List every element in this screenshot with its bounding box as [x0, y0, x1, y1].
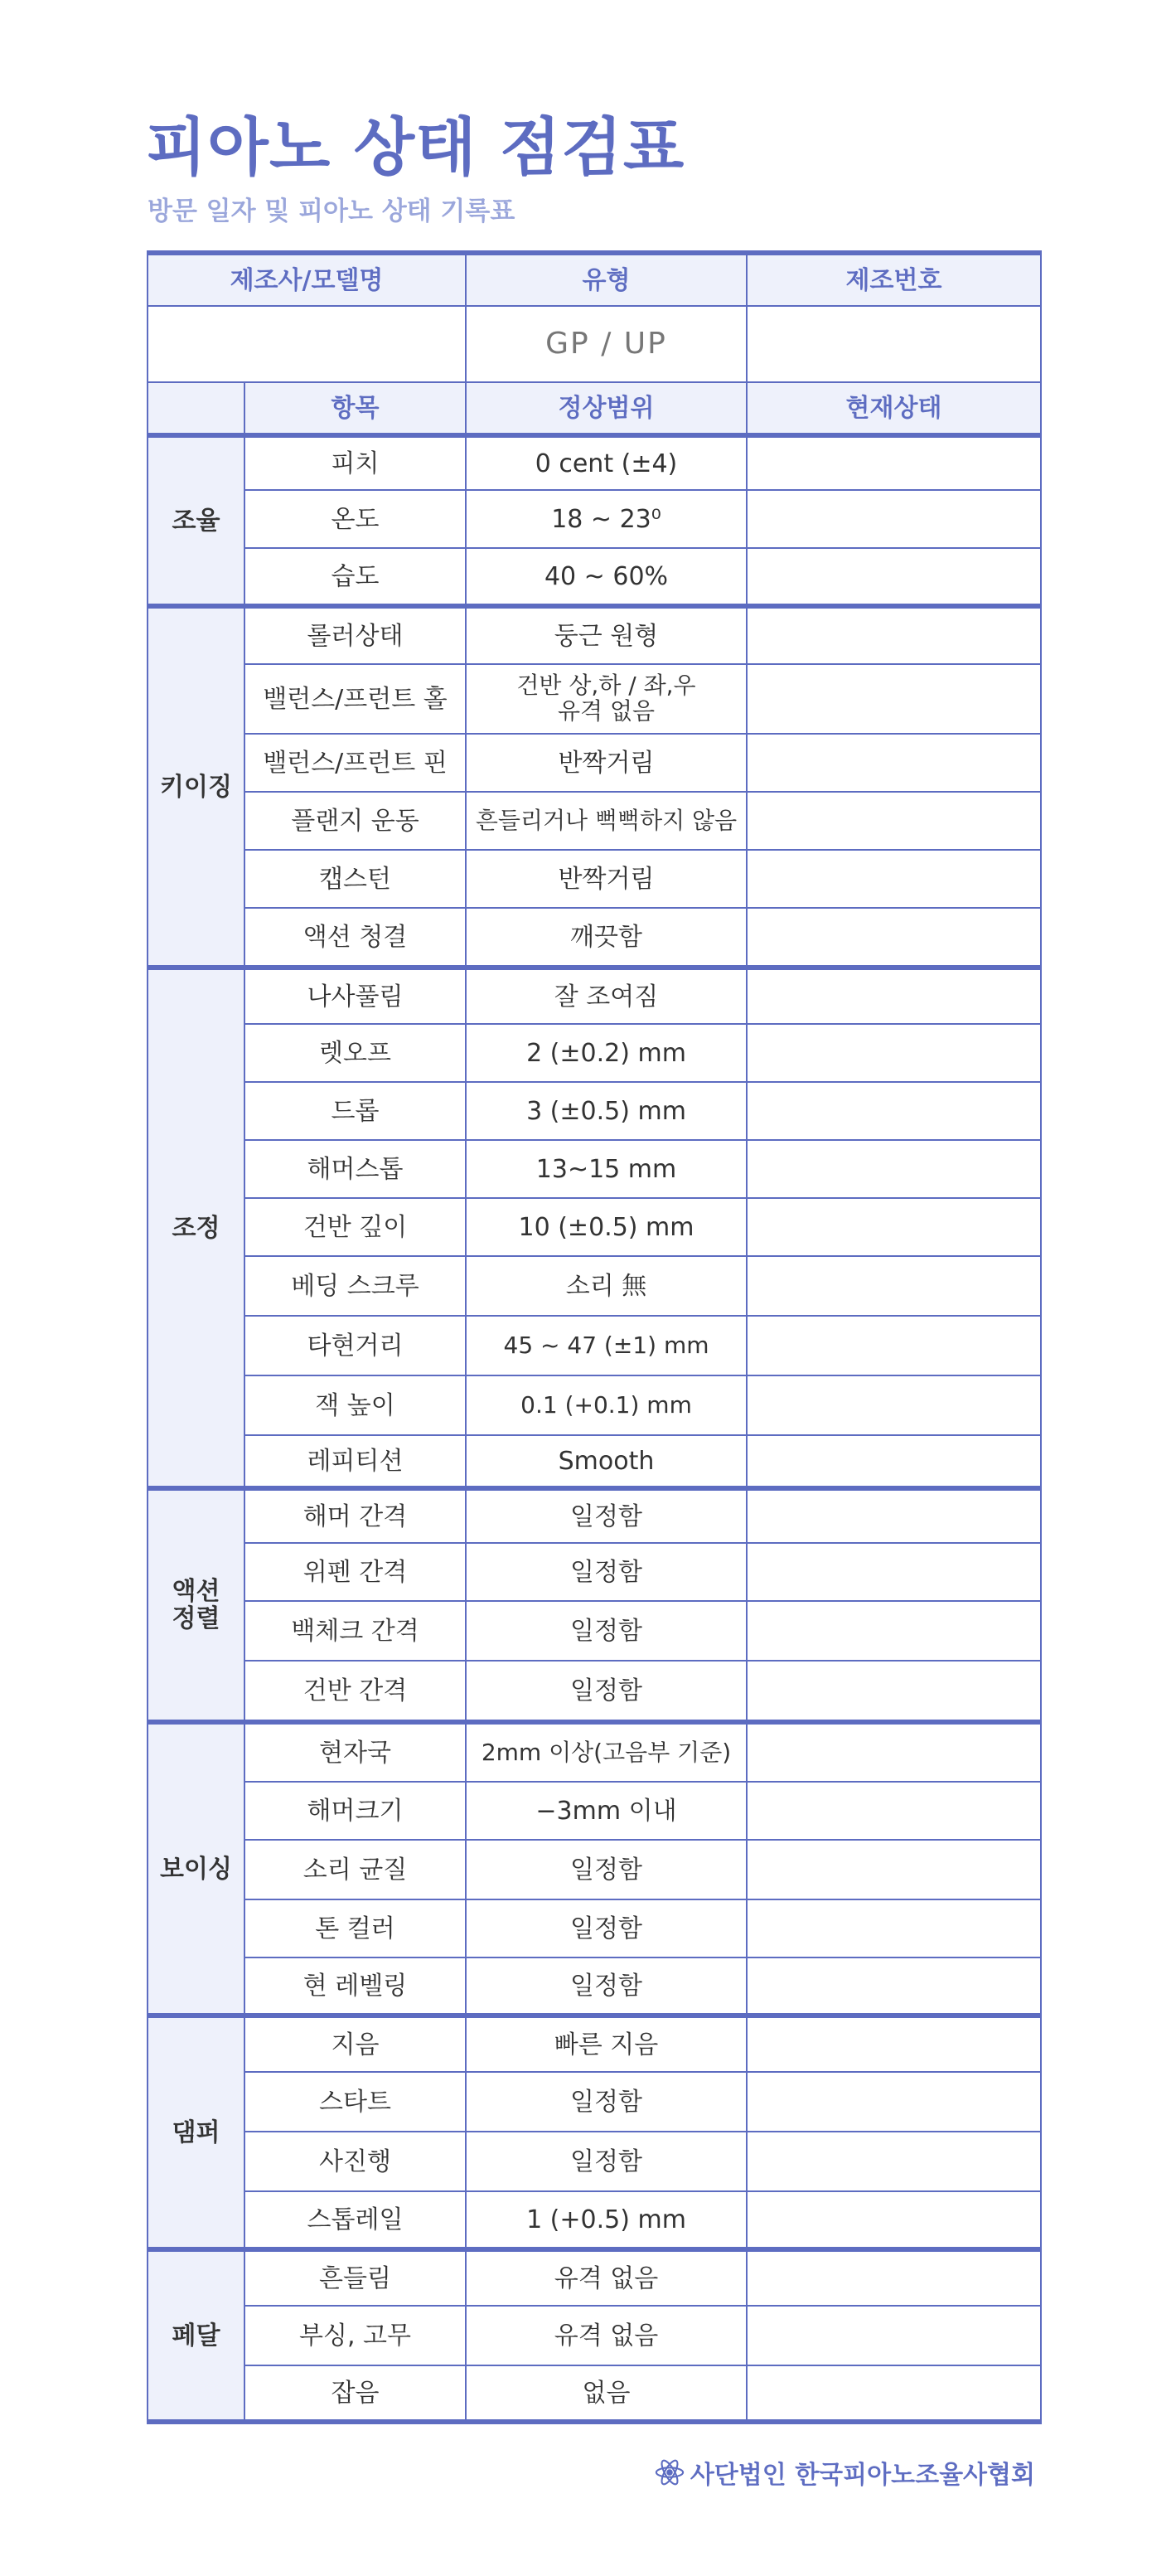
table-row — [148, 968, 1041, 1024]
normal-range: 2mm 이상(고음부 기준) — [466, 1722, 747, 1782]
normal-range: 일정함 — [466, 1840, 747, 1899]
table-row — [148, 1601, 1041, 1661]
current-state-field[interactable] — [747, 1601, 1041, 1661]
check-item: 지음 — [244, 2016, 466, 2072]
table-row — [148, 734, 1041, 792]
check-item: 타현거리 — [244, 1316, 466, 1375]
normal-range: 소리 無 — [466, 1256, 747, 1316]
normal-range: 일정함 — [466, 1661, 747, 1722]
table-row — [148, 490, 1041, 548]
current-state-field[interactable] — [747, 2132, 1041, 2191]
table-row — [148, 548, 1041, 606]
table-row — [148, 1082, 1041, 1140]
normal-range: Smooth — [466, 1435, 747, 1488]
info-header-row — [148, 253, 1041, 306]
table-row — [148, 1782, 1041, 1840]
current-state-field[interactable] — [747, 1722, 1041, 1782]
normal-range: 깨끗함 — [466, 908, 747, 968]
type-header: 유형 — [466, 253, 747, 306]
table-row — [148, 1316, 1041, 1375]
table-row — [148, 2306, 1041, 2365]
check-item: 밸런스/프런트 핀 — [244, 734, 466, 792]
current-state-field[interactable] — [747, 1082, 1041, 1140]
check-item: 소리 균질 — [244, 1840, 466, 1899]
current-state-field[interactable] — [747, 2016, 1041, 2072]
serial-number-header: 제조번호 — [747, 253, 1041, 306]
normal-range: 10 (±0.5) mm — [466, 1198, 747, 1256]
current-state-field[interactable] — [747, 850, 1041, 908]
table-row — [148, 2249, 1041, 2306]
normal-range: 45 ~ 47 (±1) mm — [466, 1316, 747, 1375]
table-row — [148, 2072, 1041, 2132]
table-row — [148, 2191, 1041, 2249]
table-row — [148, 1899, 1041, 1957]
page-title: 피아노 상태 점검표 — [146, 110, 685, 184]
current-state-field[interactable] — [747, 1435, 1041, 1488]
check-item: 피치 — [244, 435, 466, 490]
check-item: 톤 컬러 — [244, 1899, 466, 1957]
check-item: 레피티션 — [244, 1435, 466, 1488]
type-field[interactable]: GP / UP — [466, 306, 747, 382]
category-header — [148, 382, 244, 435]
check-item: 렛오프 — [244, 1024, 466, 1082]
current-state-field[interactable] — [747, 1957, 1041, 2016]
check-item: 현 레벨링 — [244, 1957, 466, 2016]
inspection-table — [147, 250, 1042, 2424]
table-row — [148, 1488, 1041, 1543]
current-state-field[interactable] — [747, 1316, 1041, 1375]
current-state-field[interactable] — [747, 1140, 1041, 1198]
check-header-row — [148, 382, 1041, 435]
normal-range: 일정함 — [466, 1488, 747, 1543]
table-row — [148, 1375, 1041, 1435]
table-row — [148, 435, 1041, 490]
current-state-field[interactable] — [747, 1488, 1041, 1543]
normal-range: 일정함 — [466, 2132, 747, 2191]
normal-range: 2 (±0.2) mm — [466, 1024, 747, 1082]
maker-model-field[interactable] — [148, 306, 466, 382]
table-row — [148, 664, 1041, 734]
normal-range: 40 ~ 60% — [466, 548, 747, 606]
footer-organization — [654, 2454, 1035, 2491]
normal-range: 둥근 원형 — [466, 606, 747, 664]
current-state-field[interactable] — [747, 734, 1041, 792]
association-emblem-icon — [654, 2457, 685, 2488]
current-state-field[interactable] — [747, 1024, 1041, 1082]
table-row — [148, 908, 1041, 968]
normal-range: 일정함 — [466, 1957, 747, 2016]
table-row — [148, 850, 1041, 908]
current-state-field[interactable] — [747, 1661, 1041, 1722]
check-item: 위펜 간격 — [244, 1543, 466, 1601]
check-item: 부싱, 고무 — [244, 2306, 466, 2365]
normal-range: 반짝거림 — [466, 850, 747, 908]
category-label: 조정 — [148, 968, 244, 1488]
table-row — [148, 1435, 1041, 1488]
table-row — [148, 1840, 1041, 1899]
check-item: 잡음 — [244, 2365, 466, 2422]
check-item: 현자국 — [244, 1722, 466, 1782]
table-row — [148, 1198, 1041, 1256]
check-item: 액션 청결 — [244, 908, 466, 968]
check-item: 해머크기 — [244, 1782, 466, 1840]
check-item: 백체크 간격 — [244, 1601, 466, 1661]
category-label: 키이징 — [148, 606, 244, 968]
current-state-field[interactable] — [747, 792, 1041, 850]
check-item: 사진행 — [244, 2132, 466, 2191]
check-item: 온도 — [244, 490, 466, 548]
normal-range: 빠른 지음 — [466, 2016, 747, 2072]
current-state-field[interactable] — [747, 1375, 1041, 1435]
table-row — [148, 2132, 1041, 2191]
table-row — [148, 1256, 1041, 1316]
normal-range: 13~15 mm — [466, 1140, 747, 1198]
range-header: 정상범위 — [466, 382, 747, 435]
state-header: 현재상태 — [747, 382, 1041, 435]
normal-range: 없음 — [466, 2365, 747, 2422]
current-state-field[interactable] — [747, 968, 1041, 1024]
normal-range: −3mm 이내 — [466, 1782, 747, 1840]
normal-range: 일정함 — [466, 2072, 747, 2132]
info-value-row — [148, 306, 1041, 382]
normal-range: 1 (+0.5) mm — [466, 2191, 747, 2249]
table-row — [148, 606, 1041, 664]
category-label: 페달 — [148, 2249, 244, 2422]
organization-name: 사단법인 한국피아노조율사협회 — [690, 2461, 1035, 2490]
category-label: 액션 정렬 — [148, 1488, 244, 1722]
check-item: 베딩 스크루 — [244, 1256, 466, 1316]
check-item: 캡스턴 — [244, 850, 466, 908]
check-item: 흔들림 — [244, 2249, 466, 2306]
normal-range: 잘 조여짐 — [466, 968, 747, 1024]
current-state-field[interactable] — [747, 548, 1041, 606]
current-state-field[interactable] — [747, 1543, 1041, 1601]
check-item: 스타트 — [244, 2072, 466, 2132]
normal-range: 건반 상,하 / 좌,우 유격 없음 — [466, 664, 747, 734]
current-state-field[interactable] — [747, 2306, 1041, 2365]
table-row — [148, 1957, 1041, 2016]
normal-range: 일정함 — [466, 1543, 747, 1601]
category-label: 보이싱 — [148, 1722, 244, 2016]
table-row — [148, 1140, 1041, 1198]
table-row — [148, 1543, 1041, 1601]
page-subtitle: 방문 일자 및 피아노 상태 기록표 — [148, 196, 515, 226]
current-state-field[interactable] — [747, 606, 1041, 664]
check-item: 롤러상태 — [244, 606, 466, 664]
current-state-field[interactable] — [747, 1899, 1041, 1957]
normal-range: 일정함 — [466, 1601, 747, 1661]
normal-range: 일정함 — [466, 1899, 747, 1957]
table-row — [148, 1722, 1041, 1782]
table-row — [148, 792, 1041, 850]
table-row — [148, 1661, 1041, 1722]
check-item: 플랜지 운동 — [244, 792, 466, 850]
maker-model-header: 제조사/모델명 — [148, 253, 466, 306]
check-item: 드롭 — [244, 1082, 466, 1140]
item-header: 항목 — [244, 382, 466, 435]
current-state-field[interactable] — [747, 2191, 1041, 2249]
current-state-field[interactable] — [747, 1256, 1041, 1316]
check-item: 건반 간격 — [244, 1661, 466, 1722]
normal-range: 반짝거림 — [466, 734, 747, 792]
check-item: 스톱레일 — [244, 2191, 466, 2249]
current-state-field[interactable] — [747, 435, 1041, 490]
check-item: 해머 간격 — [244, 1488, 466, 1543]
category-label: 조율 — [148, 435, 244, 606]
current-state-field[interactable] — [747, 1198, 1041, 1256]
check-item: 밸런스/프런트 홀 — [244, 664, 466, 734]
check-item: 해머스톱 — [244, 1140, 466, 1198]
normal-range: 3 (±0.5) mm — [466, 1082, 747, 1140]
normal-range: 0.1 (+0.1) mm — [466, 1375, 747, 1435]
table-row — [148, 2365, 1041, 2422]
normal-range: 유격 없음 — [466, 2249, 747, 2306]
table-row — [148, 1024, 1041, 1082]
normal-range: 흔들리거나 뻑뻑하지 않음 — [466, 792, 747, 850]
current-state-field[interactable] — [747, 490, 1041, 548]
current-state-field[interactable] — [747, 664, 1041, 734]
current-state-field[interactable] — [747, 2072, 1041, 2132]
check-item: 건반 깊이 — [244, 1198, 466, 1256]
current-state-field[interactable] — [747, 1782, 1041, 1840]
normal-range: 18 ~ 23⁰ — [466, 490, 747, 548]
serial-number-field[interactable] — [747, 306, 1041, 382]
current-state-field[interactable] — [747, 2249, 1041, 2306]
normal-range: 0 cent (±4) — [466, 435, 747, 490]
check-item: 잭 높이 — [244, 1375, 466, 1435]
normal-range: 유격 없음 — [466, 2306, 747, 2365]
table-row — [148, 2016, 1041, 2072]
current-state-field[interactable] — [747, 2365, 1041, 2422]
category-label: 댐퍼 — [148, 2016, 244, 2249]
current-state-field[interactable] — [747, 1840, 1041, 1899]
check-item: 습도 — [244, 548, 466, 606]
current-state-field[interactable] — [747, 908, 1041, 968]
check-item: 나사풀림 — [244, 968, 466, 1024]
